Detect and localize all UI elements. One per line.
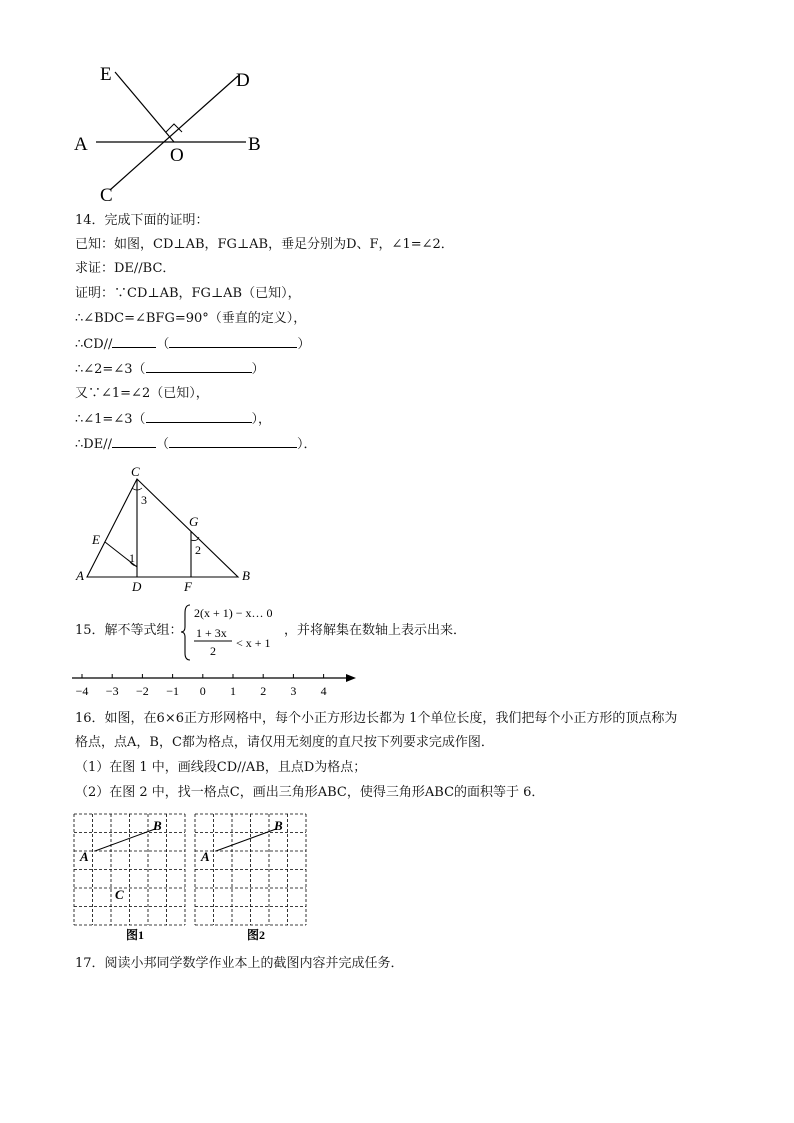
- label-D: D: [132, 579, 142, 594]
- answer-blank[interactable]: [112, 435, 156, 448]
- q14-proof-line-1: 证明：∵CD⊥AB，FG⊥AB（已知），: [75, 286, 301, 301]
- number-line-label: 2: [260, 684, 267, 698]
- text: （: [156, 337, 170, 352]
- inequality-2-denominator: 2: [210, 644, 216, 658]
- angle-2: 2: [195, 543, 201, 557]
- q14-known: 已知：如图，CD⊥AB，FG⊥AB，垂足分别为D、F，∠1=∠2．: [75, 237, 454, 252]
- q14-proof-line-6: [75, 410, 271, 429]
- inequality-system: [180, 603, 280, 663]
- label-E: E: [100, 64, 112, 85]
- label-A: A: [74, 134, 88, 155]
- q14-prove: 求证：DE//BC．: [75, 261, 176, 276]
- inequality-2-rest: < x + 1: [236, 636, 271, 650]
- number-line-label: 4: [320, 684, 327, 698]
- angle-1: 1: [129, 551, 135, 565]
- q14-proof-line-4: [75, 360, 265, 379]
- q14-proof-line-7: [75, 435, 316, 454]
- number-line-label: −4: [75, 684, 89, 698]
- inequality-1: 2(x + 1) − x… 0: [194, 606, 273, 620]
- number-line-label: −1: [166, 684, 179, 698]
- label-A: A: [80, 849, 89, 864]
- number-line-label: −2: [136, 684, 149, 698]
- text: ）: [297, 337, 311, 352]
- text: ）．: [296, 437, 317, 452]
- text: ∴CD//: [75, 337, 113, 352]
- inequality-2-numerator: 1 + 3x: [196, 626, 227, 640]
- grid-lines: [195, 814, 306, 925]
- grid-figure-2: [194, 813, 314, 943]
- label-A: A: [201, 849, 210, 864]
- q14-title: 14．完成下面的证明：: [75, 213, 209, 228]
- q16-line-4: （2）在图 2 中，找一格点C，画出三角形ABC，使得三角形ABC的面积等于 6．: [75, 785, 545, 800]
- answer-blank[interactable]: [112, 335, 156, 348]
- angle-3: 3: [141, 493, 147, 507]
- grid-lines: [74, 814, 185, 925]
- q16-line-3: （1）在图 1 中，画线段CD//AB，且点D为格点；: [75, 760, 367, 775]
- label-E: E: [92, 532, 100, 547]
- q14-proof-line-5: 又∵∠1=∠2（已知），: [75, 386, 209, 401]
- label-B: B: [242, 568, 250, 583]
- q15-title: 15．解不等式组：: [75, 623, 183, 638]
- label-B: B: [248, 134, 261, 155]
- label-A: A: [76, 568, 84, 583]
- q14-proof-line-3: [75, 335, 310, 354]
- text: ∴DE//: [75, 437, 112, 452]
- grid-figure-1: [73, 813, 193, 943]
- label-C: C: [131, 464, 140, 479]
- caption-fig1: 图1: [126, 928, 145, 942]
- q15-tail: ，并将解集在数轴上表示出来．: [284, 623, 467, 638]
- text: ），: [251, 412, 272, 427]
- label-F: F: [184, 579, 192, 594]
- label-O: O: [170, 145, 184, 166]
- figure-triangle-14: [70, 462, 270, 597]
- label-B: B: [153, 818, 162, 833]
- label-G: G: [189, 514, 199, 529]
- label-C: C: [115, 887, 124, 902]
- reason-blank[interactable]: [169, 435, 297, 448]
- reason-blank[interactable]: [146, 360, 252, 373]
- q14-proof-line-2: ∴∠BDC=∠BFG=90°（垂直的定义），: [75, 311, 307, 326]
- text: （: [155, 437, 169, 452]
- number-line-label: 0: [199, 684, 206, 698]
- q17-text: 17．阅读小邦同学数学作业本上的截图内容并完成任务．: [75, 956, 404, 971]
- text: ∴∠2=∠3（: [75, 362, 146, 377]
- reason-blank[interactable]: [146, 410, 252, 423]
- q16-line-1: 16．如图，在6×6正方形网格中，每个小正方形边长都为 1个单位长度，我们把每个小正方形的顶点称为: [75, 711, 678, 726]
- reason-blank[interactable]: [169, 335, 297, 348]
- label-D: D: [236, 70, 250, 91]
- number-line-label: −3: [105, 684, 119, 698]
- caption-fig2: 图2: [247, 928, 266, 942]
- text: ∴∠1=∠3（: [75, 412, 146, 427]
- q16-line-2: 格点，点A，B，C都为格点，请仅用无刻度的直尺按下列要求完成作图．: [75, 735, 494, 750]
- number-line-label: 3: [290, 684, 297, 698]
- number-line-label: 1: [230, 684, 236, 698]
- figure-perpendicular-lines: [60, 60, 280, 210]
- label-B: B: [274, 818, 283, 833]
- label-C: C: [100, 185, 113, 206]
- text: ）: [251, 362, 265, 377]
- number-line: [70, 668, 360, 702]
